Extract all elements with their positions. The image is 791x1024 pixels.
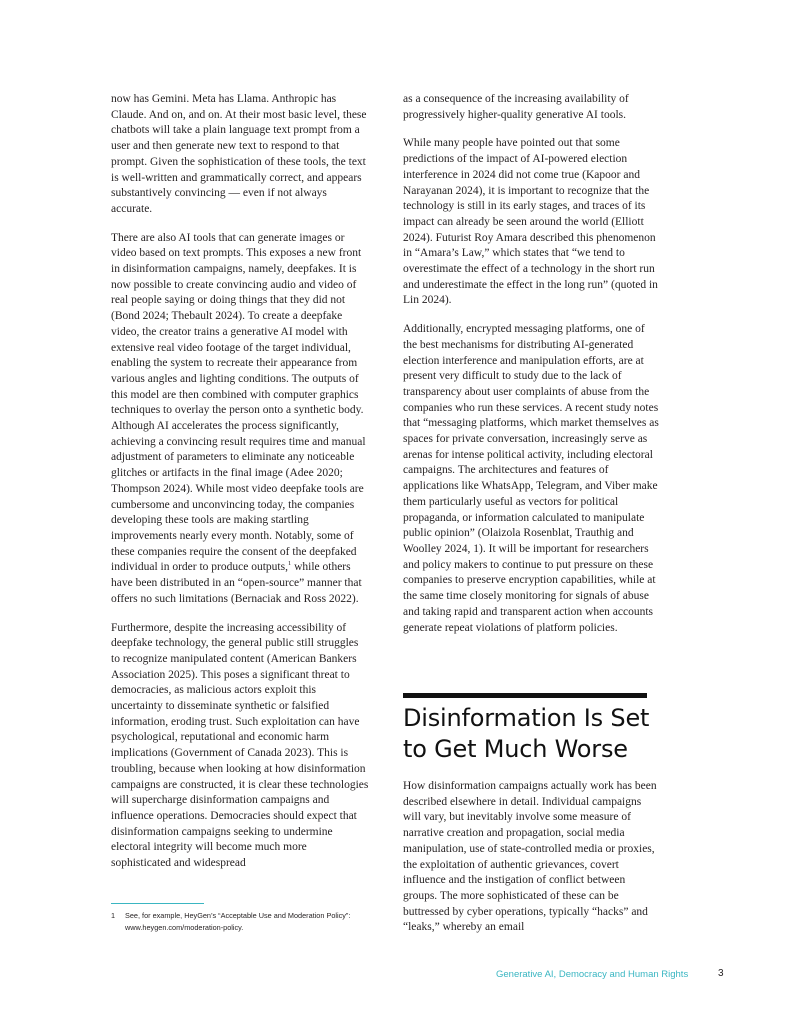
paragraph-text: There are also AI tools that can generate images or video based on text prompts. This exposes a new front in disinformation campaigns, namely, deepfakes. It is now possible to create convincing audio and video of real people saying or doing things that they did not (Bond 2024; Thebault 2024). To create a deepfake video, the creator trains a generative AI model with extensive real video footage of the target individual, enabling the system to recreate their appearance from various angles and lighting conditions. The outputs of this model are then combined with computer graphics techniques to overlay the person onto a synthetic body. Although AI accelerates the process significantly, achieving a convincing result requires time and manual adjustment of parameters to eliminate any noticeable glitches or artifacts in the final image (Adee 2020; Thompson 2024). While most video deepfake tools are cumbersome and unconvincing today, the companies developing these tools are making startling improvements nearly every month. Notably, some of these companies require the consent of the deepfaked individual in order to produce outputs, <box>111 231 366 574</box>
body-paragraph: While many people have pointed out that some predictions of the impact of AI-powered election interference in 2024 did not come true (Kapoor and Narayanan 2024), it is important to recognize that the technology is still in its early stages, and traces of its impact can already be seen around the world (Elliott 2024). Futurist Roy Amara described this phenomenon in “Amara’s Law,” which states that “we tend to overestimate the effect of a technology in the short run and underestimate the effect in the long run” (quoted in Lin 2024). <box>403 137 658 307</box>
left-column <box>111 92 369 885</box>
footnote-reference[interactable]: 1 <box>287 560 292 568</box>
body-paragraph: now has Gemini. Meta has Llama. Anthropic has Claude. And on, and on. At their most basic level, these chatbots will take a plain language text prompt from a user and then generate new text to respond to that prompt. Given the sophistication of these tools, the text is well-written and grammatically correct, and appears substantively convincing — even if not always accurate. <box>111 93 367 215</box>
right-column-section <box>403 779 661 936</box>
page-number: 3 <box>718 968 724 979</box>
body-paragraph: as a consequence of the increasing availability of progressively higher-quality generative AI tools. <box>403 93 629 121</box>
body-paragraph: How disinformation campaigns actually work has been described elsewhere in detail. Individual campaigns will vary, but inevitably involve some measure of narrative creation and propagation, social media manipulation, use of state-controlled media or proxies, the exploitation of authentic grievances, covert influence and the instigation of conflict between groups. The more sophisticated of these can be buttressed by cyber operations, typically “hacks” and “leaks,” whereby an email <box>403 780 657 934</box>
section-heading: Disinformation Is Set to Get Much Worse <box>403 704 650 763</box>
body-paragraph-deepfakes <box>111 231 369 608</box>
body-paragraph: Additionally, encrypted messaging platforms, one of the best mechanisms for distributing AI-generated election interference and manipulation efforts, are at present very difficult to study due to the lack of transparency about user complaints of abuse from the companies who run these services. A recent study notes that “messaging platforms, which market themselves as spaces for private conversation, increasingly serve as arenas for intense political activity, including electoral campaigns. The architectures and features of applications like WhatsApp, Telegram, and Viber make them particularly useful as vectors for political propaganda, or information calculated to manipulate public opinion” (Olaizola Rosenblat, Trauthig and Woolley 2024, 1). It will be important for researchers and policy makers to continue to put pressure on these companies to preserve encryption capabilities, while at the same time closely monitoring for signals of abuse and taking rapid and transparent action when accounts generate repeat violations of platform policies. <box>403 323 659 634</box>
body-paragraph: Furthermore, despite the increasing accessibility of deepfake technology, the general public still struggles to recognize manipulated content (American Bankers Association 2025). This poses a significant threat to democracies, as malicious actors exploit this uncertainty to disseminate synthetic or falsified information, eroding trust. Such exploitation can have psychological, reputational and economic harm implications (Government of Canada 2023). This is troubling, because when looking at how disinformation campaigns are constructed, it is clear these technologies will supercharge disinformation campaigns and influence operations. Democracies should expect that disinformation campaigns seeking to undermine electoral integrity will become much more sophisticated and widespread <box>111 621 369 870</box>
footnote <box>111 910 381 933</box>
footnote-divider <box>111 903 204 904</box>
footnote-number: 1 <box>111 911 116 920</box>
right-column <box>403 92 661 649</box>
footnote-text: See, for example, HeyGen’s “Acceptable Use and Moderation Policy”: www.heygen.com/moderation-policy. <box>125 911 351 932</box>
footer-title: Generative AI, Democracy and Human Rights <box>496 969 689 980</box>
heading-rule <box>403 693 647 698</box>
paragraph-text-cont: while others have been distributed in an “open-source” manner that offers no such limitations (Bernaciak and Ross 2022). <box>111 561 362 605</box>
